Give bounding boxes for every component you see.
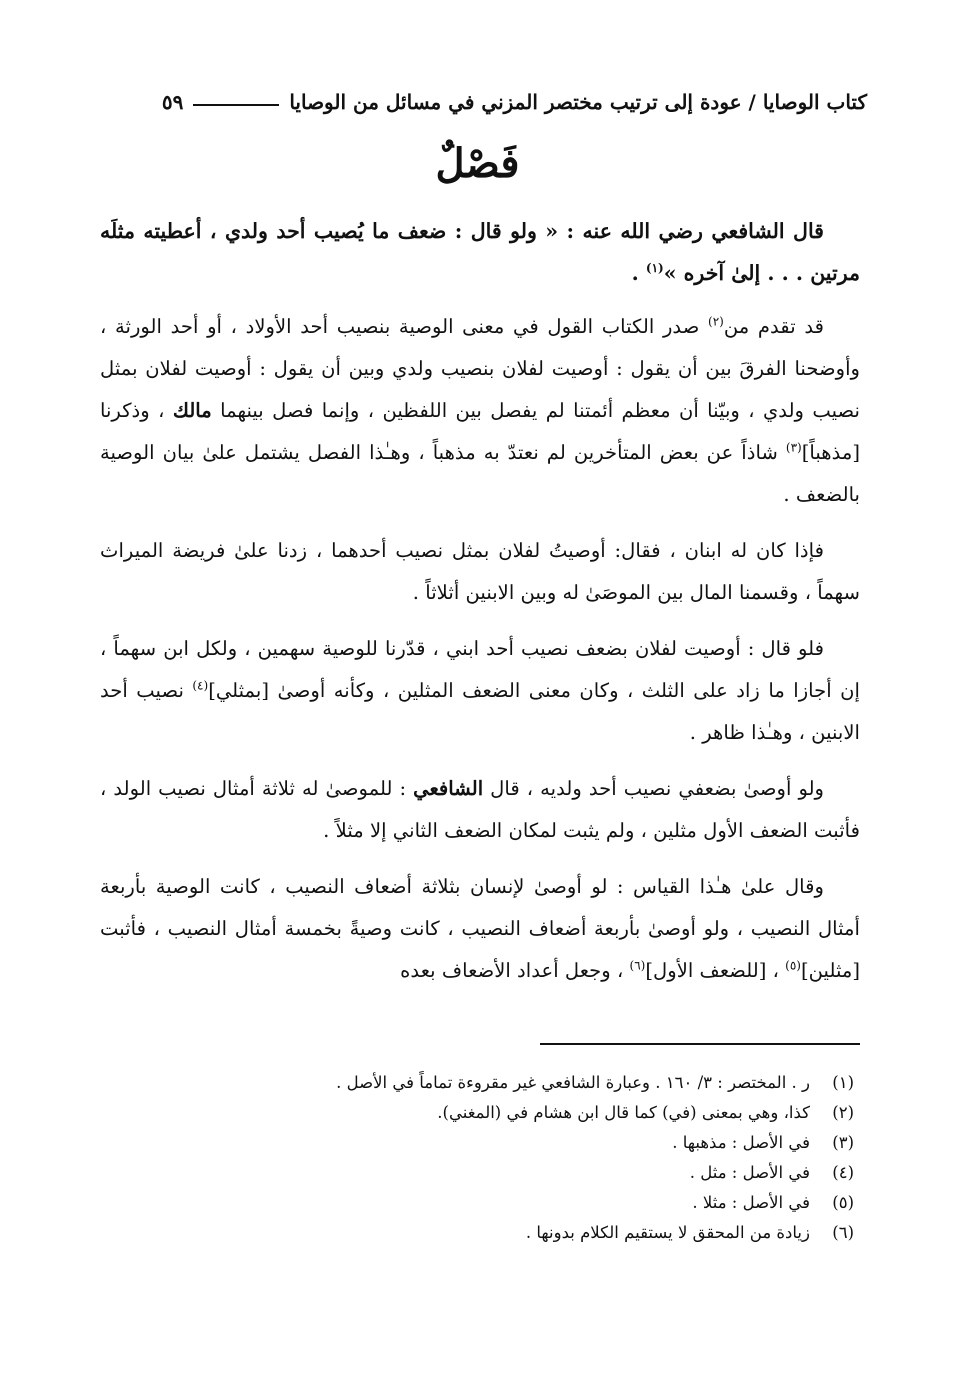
quoted-text-paragraph [100,210,860,294]
footnote-number: (٣) [832,1133,854,1152]
text-segment: ، [للضعف الأول] [645,959,786,982]
text-segment: : للموصىٰ له ثلاثة أمثال نصيب الولد ، فأثبت الضعف الأول مثلين ، ولم يثبت لمكان الضعف الثاني إلا مثلاً . [100,777,860,842]
bold-name: الشافعي [413,777,484,800]
footnote-text: زيادة من المحقق لا يستقيم الكلام بدونها . [525,1223,810,1242]
footnote-separator [540,1043,860,1045]
footnote-number: (٤) [832,1163,854,1182]
text-segment: ، وذكرنا [مذهباً] [100,399,860,464]
text-segment: قال الشافعي رضي الله عنه : « ولو قال : ضعف ما يُصيب أحد ولدي ، أعطيته مثلَه مرتين . . . إلىٰ آخره » [100,219,860,285]
footnote-number: (١) [832,1073,854,1092]
footnote-number: (٢) [832,1103,854,1122]
footnote-text: في الأصل : مثل . [689,1163,810,1182]
text-segment: فإذا كان له ابنان ، فقال: أوصيتُ لفلان بمثل نصيب أحدهما ، زدنا علىٰ فريضة الميراث سهماً ، وقسمنا المال بين الموصَىٰ له وبين الابنين أثلاثاً . [100,539,860,604]
section-title: فَصْلٌ [435,140,520,187]
footnote-reference: (١) [645,261,664,276]
paragraph [100,768,860,852]
footnote-reference: (٣) [785,440,802,455]
footnote-text: ر . المختصر : ٣/ ١٦٠ . وعبارة الشافعي غير مقروءة تماماً في الأصل . [336,1073,810,1092]
text-segment: ، وجعل أعداد الأضعاف بعده [400,959,630,982]
footnote-reference: (٦) [629,958,646,973]
footnote-number: (٥) [832,1193,854,1212]
footnote-reference: (٢) [708,314,724,329]
footnote-item [100,1188,860,1218]
paragraph [100,866,860,992]
text-segment: . [631,261,646,285]
running-title: كتاب الوصايا / عودة إلى ترتيب مختصر المزني في مسائل من الوصايا [289,90,867,114]
page-number: ٥٩ [161,90,184,114]
text-segment: نصيب أحد الابنين ، وهـٰذا ظاهر . [100,679,860,744]
text-segment: قد تقدم من [723,315,824,338]
footnote-reference: (٥) [785,958,801,973]
footnote-reference: (٤) [192,678,209,693]
header-rule [193,104,279,106]
running-header [108,84,867,120]
footnote-item [100,1158,860,1188]
main-text [100,210,860,1006]
bold-name: مالك [172,399,212,422]
text-segment: شاذاً عن بعض المتأخرين لم نعتدّ به مذهباً ، وهـٰذا الفصل يشتمل علىٰ بيان الوصية بالضعف . [100,441,860,506]
footnote-number: (٦) [832,1223,854,1242]
footnote-text: في الأصل : مذهبها . [672,1133,810,1152]
text-segment: وقال علىٰ هـٰذا القياس : لو أوصىٰ لإنسان بثلاثة أضعاف النصيب ، كانت الوصية بأربعة أمثال النصيب ، ولو أوصىٰ بأربعة أضعاف النصيب ، كانت وصيةً بخمسة أمثال النصيب ، فأثبت [مثلين] [100,875,860,982]
footnotes [100,1068,860,1248]
paragraph [100,530,860,614]
text-segment: ولو أوصىٰ بضعفي نصيب أحد ولديه ، قال [483,777,825,800]
paragraph [100,306,860,516]
footnote-item [100,1218,860,1248]
paragraph [100,628,860,754]
footnote-text: كذا، وهي بمعنى (في) كما قال ابن هشام في (المغني). [437,1103,810,1122]
text-segment: فلو قال : أوصيت لفلان بضعف نصيب أحد ابني ، قدّرنا للوصية سهمين ، ولكل ابن سهماً ، إن أجازا ما زاد على الثلث ، وكان معنى الضعف المثلين ، وكأنه أوصىٰ [بمثلي] [100,637,860,702]
footnote-item [100,1128,860,1158]
footnote-item [100,1098,860,1128]
footnote-item [100,1068,860,1098]
footnote-text: في الأصل : مثلا . [692,1193,810,1212]
text-segment: صدر الكتاب القول في معنى الوصية بنصيب أحد الأولاد ، أو أحد الورثة ، وأوضحنا الفرقَ بين أن يقول : أوصيت لفلان بنصيب ولدي وبين أن يقول : أوصيت لفلان بمثل نصيب ولدي ، وبيّنا أن معظم أئمتنا لم يفصل بين اللفظين ، وإنما فصل بينهما [100,315,860,422]
